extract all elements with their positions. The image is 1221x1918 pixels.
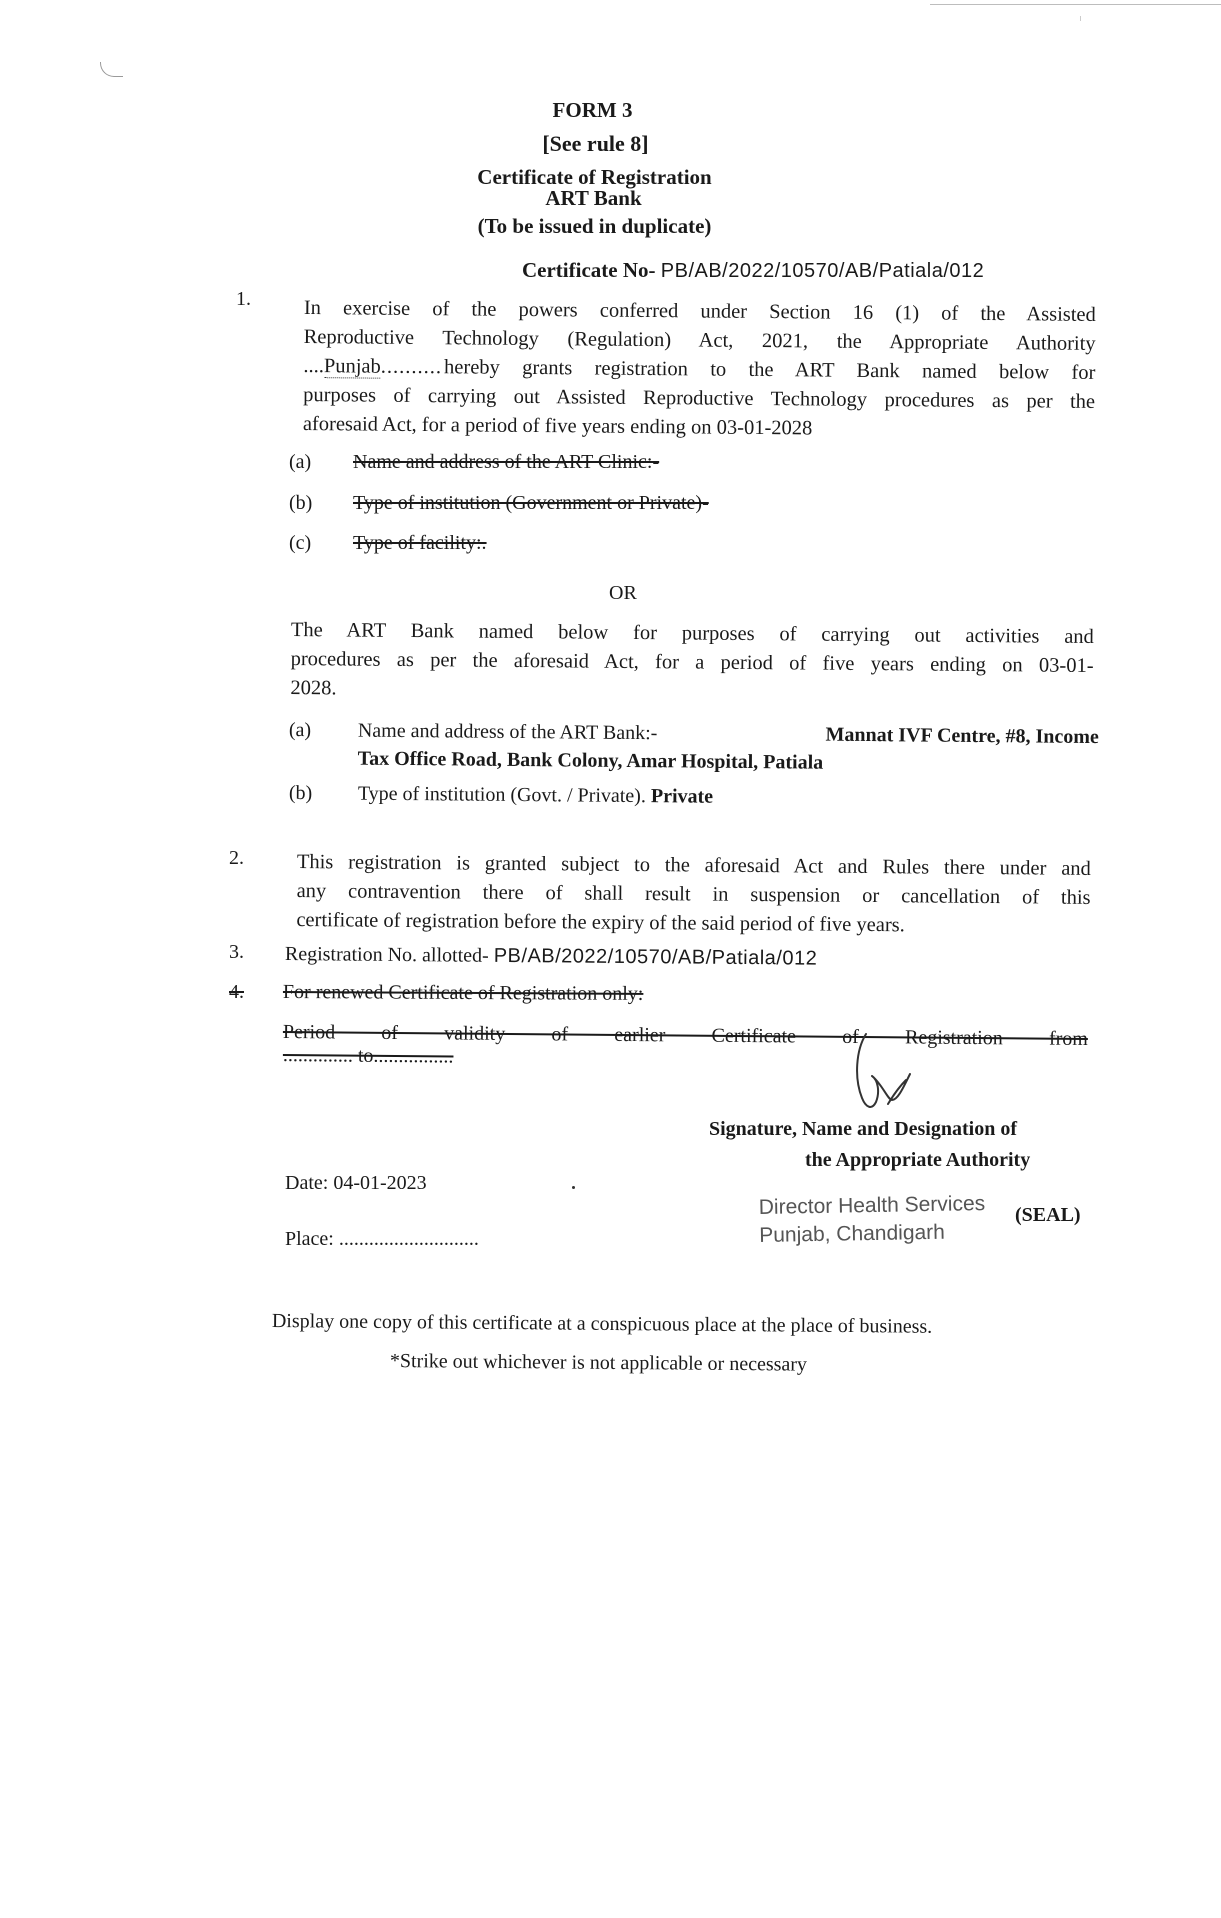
certificate-title: Certificate of Registration [477, 165, 712, 189]
certificate-number-value: PB/AB/2022/10570/AB/Patiala/012 [660, 260, 985, 282]
renewal-validity-line: Period of validity of earlier Certificate of Registration from [282, 1021, 1088, 1051]
item1-paragraph [303, 294, 1096, 446]
date-label: Date: [285, 1172, 329, 1194]
item-number-2: 2. [229, 847, 244, 869]
art-bank-name-address: Mannat IVF Centre, #8, Income [825, 723, 1099, 749]
item2-line-2: any contravention there of shall result in suspension or cancellation of this [296, 879, 1091, 909]
authority-name: Punjab [323, 355, 381, 378]
scan-artifact [1080, 16, 1081, 21]
item1-line-1: In exercise of the powers conferred under Section 16 (1) of the Assisted [303, 296, 1096, 326]
date-line [285, 1172, 427, 1195]
seal-label: (SEAL) [1015, 1204, 1081, 1226]
struck-item-text: Type of facility:. [353, 532, 487, 554]
footer-strike-note: *Strike out whichever is not applicable or necessary [389, 1350, 808, 1376]
certificate-number-line [522, 258, 984, 283]
place-value: ............................ [338, 1228, 479, 1250]
sub-item-b-label: Type of institution (Govt. / Private). [357, 782, 647, 808]
authority-dots: .... [303, 354, 324, 378]
sub-item-a [289, 716, 1099, 779]
signature-label-line-2: the Appropriate Authority [805, 1149, 1031, 1171]
authority-dots: .......... [380, 355, 443, 379]
struck-item-text: Type of institution (Government or Private)- [353, 492, 709, 514]
struck-item-a [289, 451, 659, 474]
scan-artifact [100, 62, 123, 77]
struck-item-mark: (a) [289, 451, 312, 473]
footer-display-note: Display one copy of this certificate at a conspicuous place at the place of business. [271, 1310, 933, 1338]
registration-number-line [285, 943, 818, 971]
item-number-3: 3. [229, 941, 244, 963]
sub-item-a-label: Name and address of the ART Bank:- [357, 719, 658, 745]
art-bank-address-continued: Tax Office Road, Bank Colony, Amar Hospital, Patiala [357, 747, 824, 774]
place-line [285, 1228, 479, 1251]
renewal-period-line: .............. to................ [282, 1044, 454, 1068]
item1-line-2: Reproductive Technology (Regulation) Act, 2021, the Appropriate Authority [303, 325, 1096, 355]
or-separator: OR [609, 582, 637, 604]
item1-line-3-text: hereby grants registration to the ART Bank named below for [443, 356, 1096, 384]
institution-type-value: Private [650, 785, 714, 808]
item2-line-1: This registration is granted subject to the aforesaid Act and Rules there under and [296, 850, 1091, 880]
item1-line-5: aforesaid Act, for a period of five years ending on 03-01-2028 [302, 412, 813, 440]
authority-field [303, 352, 442, 382]
stamp-line-2: Punjab, Chandigarh [759, 1220, 946, 1247]
alt-line-1: The ART Bank named below for purposes of carrying out activities and [290, 618, 1094, 649]
registration-number-value: PB/AB/2022/10570/AB/Patiala/012 [493, 944, 818, 970]
struck-item-b [289, 492, 709, 515]
scan-artifact [572, 1186, 575, 1189]
alternative-paragraph [290, 616, 1094, 710]
rule-reference: [See rule 8] [542, 131, 649, 156]
struck-item-mark: (c) [289, 532, 312, 554]
item2-line-3: certificate of registration before the expiry of the said period of five years. [296, 908, 905, 937]
struck-item-mark: (b) [289, 492, 313, 514]
item1-line-4: purposes of carrying out Assisted Reproductive Technology procedures as per the [303, 383, 1096, 413]
alt-line-3: 2028. [290, 676, 337, 700]
stamp-line-1: Director Health Services [758, 1192, 986, 1219]
item-number-1: 1. [236, 288, 251, 310]
item-number-4: 4. [229, 981, 244, 1003]
certificate-number-label: Certificate No- [522, 258, 656, 282]
alt-line-2: procedures as per the aforesaid Act, for a period of five years ending on 03-01- [290, 647, 1094, 678]
sub-item-mark: (a) [288, 718, 312, 742]
signature-label-line-1: Signature, Name and Designation of [709, 1118, 1017, 1140]
place-label: Place: [285, 1228, 334, 1250]
sub-item-mark: (b) [288, 782, 313, 805]
registration-number-label: Registration No. allotted- [284, 943, 489, 967]
authority-stamp [759, 1190, 986, 1250]
certificate-subtitle: ART Bank [545, 186, 642, 210]
duplicate-note: (To be issued in duplicate) [477, 214, 712, 238]
form-title: FORM 3 [552, 98, 633, 122]
date-value: 04-01-2023 [333, 1172, 427, 1194]
renewal-heading: For renewed Certificate of Registration only: [282, 981, 644, 1005]
struck-item-c [289, 532, 487, 555]
sub-item-b [289, 782, 713, 809]
struck-item-text: Name and address of the ART Clinic:- [353, 451, 660, 473]
item2-paragraph [296, 848, 1091, 942]
scan-edge-line [930, 4, 1221, 5]
authority-signature [848, 1030, 928, 1120]
